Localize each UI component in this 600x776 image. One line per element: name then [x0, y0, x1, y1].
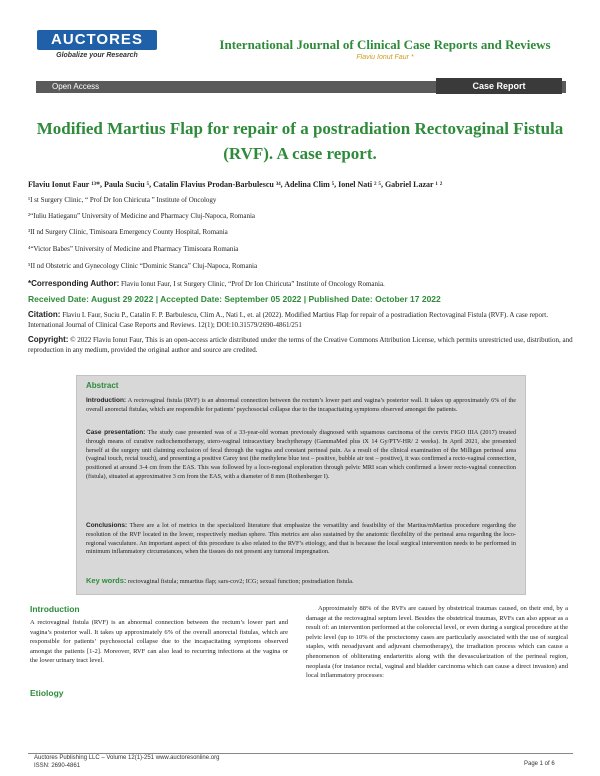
copyright-text: © 2022 Flaviu Ionut Faur, This is an open-access article distributed under the terms of the Creative Commons Attribution License, which permits unrestricted use, distribution, and reproduction in any medium, provided the original author and source are credited.: [28, 336, 573, 354]
abstract-conclusions-text: There are a lot of metrics in the specialized literature that emphasize the versatility and feasibility of the Martius/mMartius procedure regarding the resolution of the RVF located in the lower, respectively median sphere. This metrics are also sustained by the anatomic flexibility of the perineal area regarding the loco-regional vasculature. An important aspect of this procedure is also related to the RVF’s etiology, and that is because the local surgical intervention needs to be performed in minimum inflammatory circumstances, when the tissues do not present any tumoral impregnation.: [86, 522, 516, 556]
journal-author: Flaviu Ionut Faur *: [356, 54, 414, 61]
citation: [28, 310, 573, 330]
footer-publisher: Auctores Publishing LLC – Volume 12(1)-251 www.auctoresonline.org: [34, 755, 220, 761]
author-list: Flaviu Ionut Faur ¹³*, Paula Suciu ⁵, Catalin Flavius Prodan-Barbulescu ³⁴, Adelina Clim ⁵, Ionel Nati ² ⁵, Gabriel Lazar ¹ ²: [28, 180, 443, 189]
corresponding-author: [28, 279, 385, 288]
affiliation: ²“Iuliu Hatieganu” University of Medicine and Pharmacy Cluj-Napoca, Romania: [28, 212, 256, 220]
affiliation: ¹I st Surgery Clinic, “ Prof Dr Ion Chiricuta ” Institute of Oncology: [28, 196, 217, 204]
etiology-heading: Etiology: [30, 688, 64, 698]
abstract-introduction: [86, 397, 516, 415]
journal-title: International Journal of Clinical Case Reports and Reviews: [219, 37, 551, 52]
copyright-label: Copyright:: [28, 335, 69, 344]
abstract-conclusions-label: Conclusions:: [86, 522, 128, 529]
citation-text: Flaviu I. Faur, Suciu P., Catalin F. P. Barbulescu, Clim A., Nati I., et. al (2022). Modified Martius Flap for repair of a postradiation Rectovaginal Fistula (RVF). A case report. International Journal of Clinical Case Reports and Reviews. 12(1); DOI:10.31579/2690-4861/251: [28, 311, 548, 329]
corresponding-text: Flaviu Ionut Faur, I st Surgery Clinic, “Prof Dr Ion Chiricuta” Institute of Oncology Romania.: [121, 280, 385, 288]
etiology-paragraph: Approximately 88% of the RVFs are caused by obstetrical traumas caused, on their end, by a damage at the rectovaginal septum level. Besides the obstetrical traumas, RVFs can also appear as a result of: an intervention performed at the colorectal level, or even during a surgical procedure at the pelvic level (up to 10% of the proctectomy cases are particularly associated with the use of surgical staples, with neoadjuvant and adjuvant chemotherapy), the irradiation process which can cause a phenomenon of obliterating endarteritis along with the devascularization of the perineal region, neoplasia (for instance rectal, vaginal and bladder carcinoma which can cause a direct invasion) and local inflammatory processes:: [306, 605, 568, 680]
abstract-conclusions: [86, 522, 516, 557]
abstract-case-text: The study case presented was of a 33-year-old woman previously diagnosed with squamous carcinoma of the cervix FIGO IIIA (2017) treated through means of curative radiochemotherapy, utero-vaginal intracavitary brachytherapy (GammaMed plus iX 14 Gy/PTV-HR/ 2 weeks). In April 2021, she presented herself at the surgery unit claiming exclusion of fecal through the vagina and constant perineal pain. As a result of the clinical examination of the Milligan perineal area (vaginal touch, rectal touch), and presenting a positive Carey test (the methylene blue test – positive, bubble air test – positive), it was confirmed a recto-vaginal connection, positioned at around 3-4 cm from the EAS. This was followed by a loco-regional exploration through pelvic MRI scan which confirmed a lower recto-vaginal connection (fistula), situated at approximative 3 cm from the EAS, with a diameter of 8 mm (Rothenberger I).: [86, 429, 516, 480]
open-access-label: Open Access: [52, 82, 100, 91]
article-type-badge: Case Report: [436, 78, 562, 94]
footer-divider: [28, 753, 573, 754]
affiliation: ³II nd Surgery Clinic, Timisoara Emergency County Hospital, Romania: [28, 228, 228, 236]
abstract-case-label: Case presentation:: [86, 429, 146, 436]
introduction-paragraph: A rectovaginal fistula (RVF) is an abnormal connection between the rectum’s lower part and vagina’s posterior wall. It takes up approximately 6% of the overall anorectal fistulas, which are responsible for patients’ psychosocial collapse due to the incapacitating symptoms observed amongst the patients [1-2]. Moreover, RVF can also lead to recurring infections at the vagina or the lower urinary tract level.: [30, 619, 288, 665]
copyright: [28, 335, 573, 355]
logo-text: AUCTORES: [37, 30, 157, 50]
logo-tagline: Globalize your Research: [56, 52, 138, 59]
introduction-heading: Introduction: [30, 604, 80, 614]
abstract-intro-label: Introduction:: [86, 397, 127, 404]
corresponding-label: *Corresponding Author:: [28, 279, 120, 288]
abstract-box: [76, 375, 526, 595]
affiliation: ⁴“Victor Babes” University of Medicine and Pharmacy Timisoara Romania: [28, 245, 239, 253]
abstract-heading: Abstract: [86, 381, 119, 390]
footer-issn: ISSN: 2690-4861: [34, 763, 81, 769]
keywords-label: Key words:: [86, 576, 127, 585]
keywords: [86, 576, 354, 585]
article-dates: Received Date: August 29 2022 | Accepted Date: September 05 2022 | Published Date: October 17 2022: [28, 294, 441, 304]
abstract-intro-text: A rectovaginal fistula (RVF) is an abnormal connection between the rectum’s lower part and vagina’s posterior wall. It takes up approximately 6% of the overall anorectal fistulas, which are responsible for patients’ psychosocial collapse due to the incapacitating symptoms observed amongst the patients.: [86, 397, 516, 413]
page-number: Page 1 of 6: [524, 761, 555, 767]
journal-logo: [37, 30, 157, 70]
affiliation: ⁵II nd Obstetric and Gynecology Clinic “Dominic Stanca” Cluj-Napoca, Romania: [28, 262, 258, 270]
citation-label: Citation:: [28, 310, 61, 319]
keywords-text: rectovaginal fistula; mmartius flap; sars-cov2; ICG; sexual function; postradiation fistula.: [128, 578, 354, 585]
article-title: Modified Martius Flap for repair of a postradiation Rectovaginal Fistula (RVF). A case report.: [36, 119, 564, 163]
abstract-case-presentation: [86, 429, 516, 482]
